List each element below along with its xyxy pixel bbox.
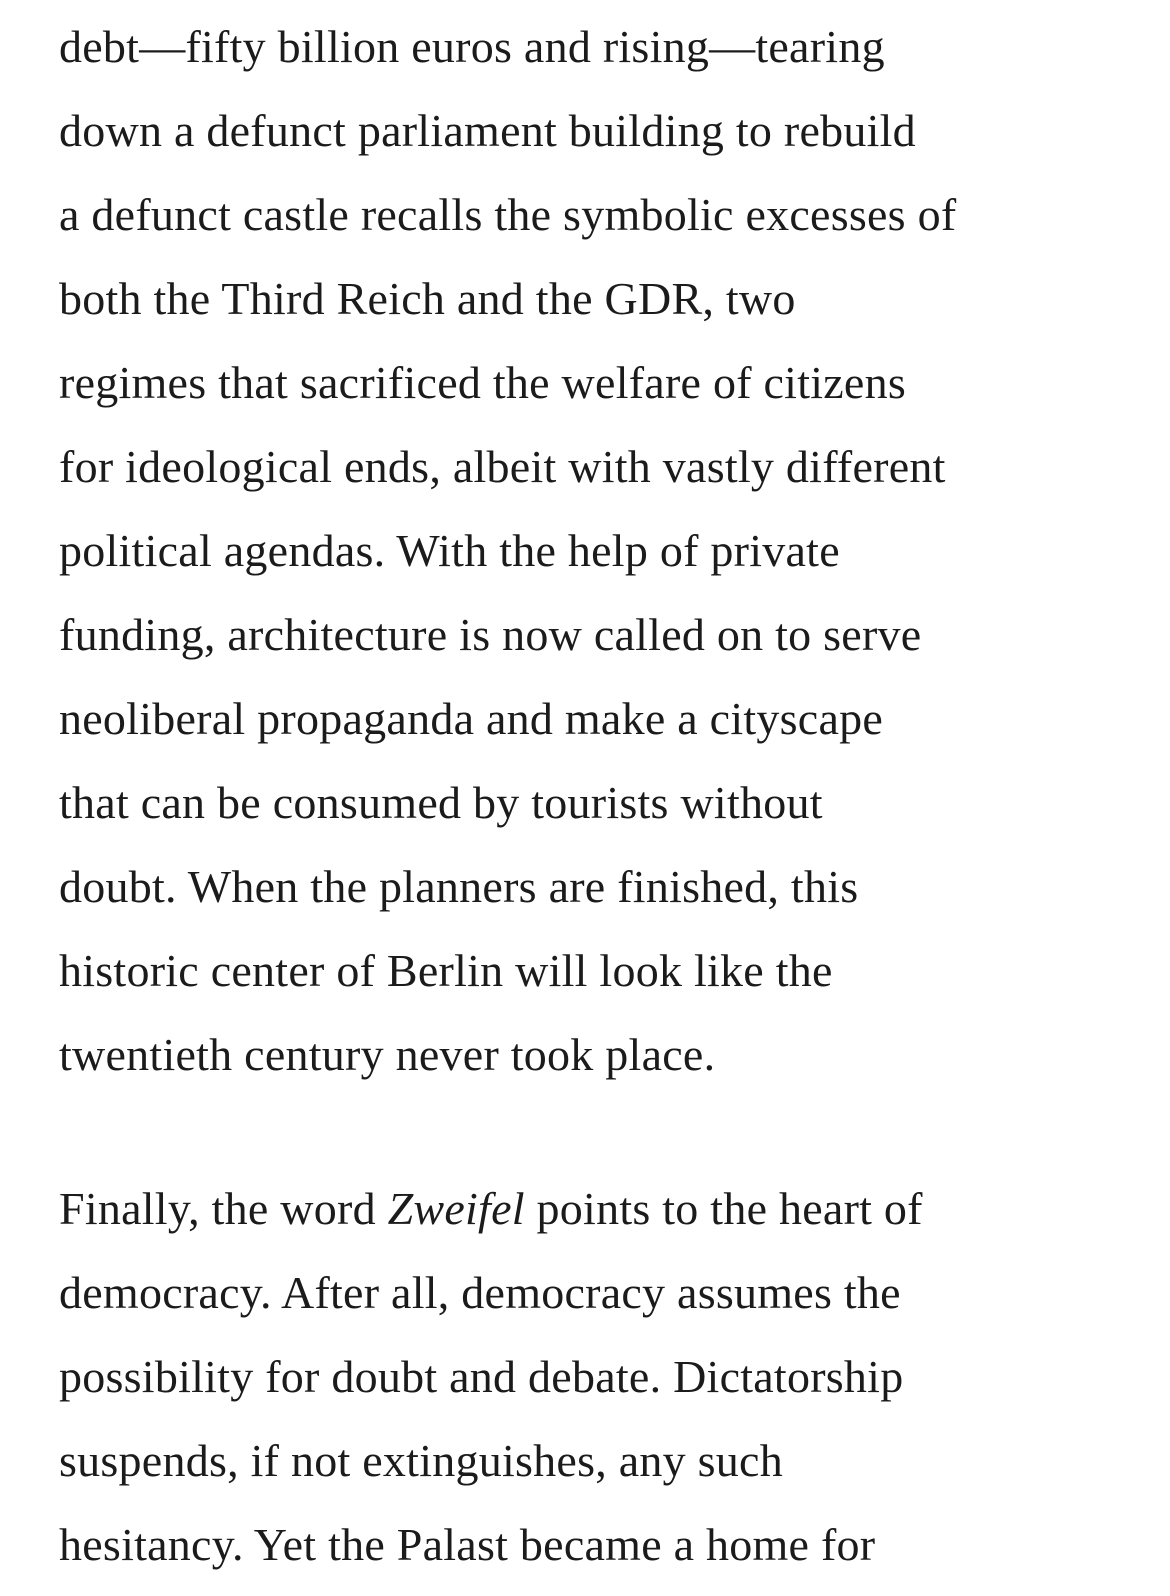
text-line: that can be consumed by tourists without <box>59 777 823 828</box>
text-line: a defunct castle recalls the symbolic excesses of <box>59 189 957 240</box>
paragraph-spacer <box>59 1106 1139 1176</box>
emphasized-word: Zweifel <box>387 1183 525 1234</box>
text-line: historic center of Berlin will look like the <box>59 945 833 996</box>
text-run: points to the heart of <box>524 1183 923 1234</box>
text-line: democracy. After all, democracy assumes the <box>59 1267 901 1318</box>
text-run: Finally, the word <box>59 1183 388 1234</box>
text-line: hesitancy. Yet the Palast became a home for <box>59 1519 876 1570</box>
paragraph-1 <box>59 14 1139 1106</box>
text-line: for ideological ends, albeit with vastly different <box>59 441 946 492</box>
text-line: twentieth century never took place. <box>59 1029 716 1080</box>
text-line: suspends, if not extinguishes, any such <box>59 1435 783 1486</box>
text-line <box>59 1176 1139 1260</box>
paragraph-2 <box>59 1176 1139 1596</box>
text-line: political agendas. With the help of private <box>59 525 840 576</box>
text-line: neoliberal propaganda and make a cityscape <box>59 693 884 744</box>
text-line: funding, architecture is now called on to serve <box>59 609 922 660</box>
text-line: regimes that sacrificed the welfare of citizens <box>59 357 907 408</box>
text-line: down a defunct parliament building to rebuild <box>59 105 916 156</box>
text-line: debt—fifty billion euros and rising—tearing <box>59 21 885 72</box>
article-body <box>59 14 1139 1596</box>
text-line: doubt. When the planners are finished, this <box>59 861 859 912</box>
text-line: possibility for doubt and debate. Dictatorship <box>59 1351 904 1402</box>
text-line: both the Third Reich and the GDR, two <box>59 273 796 324</box>
